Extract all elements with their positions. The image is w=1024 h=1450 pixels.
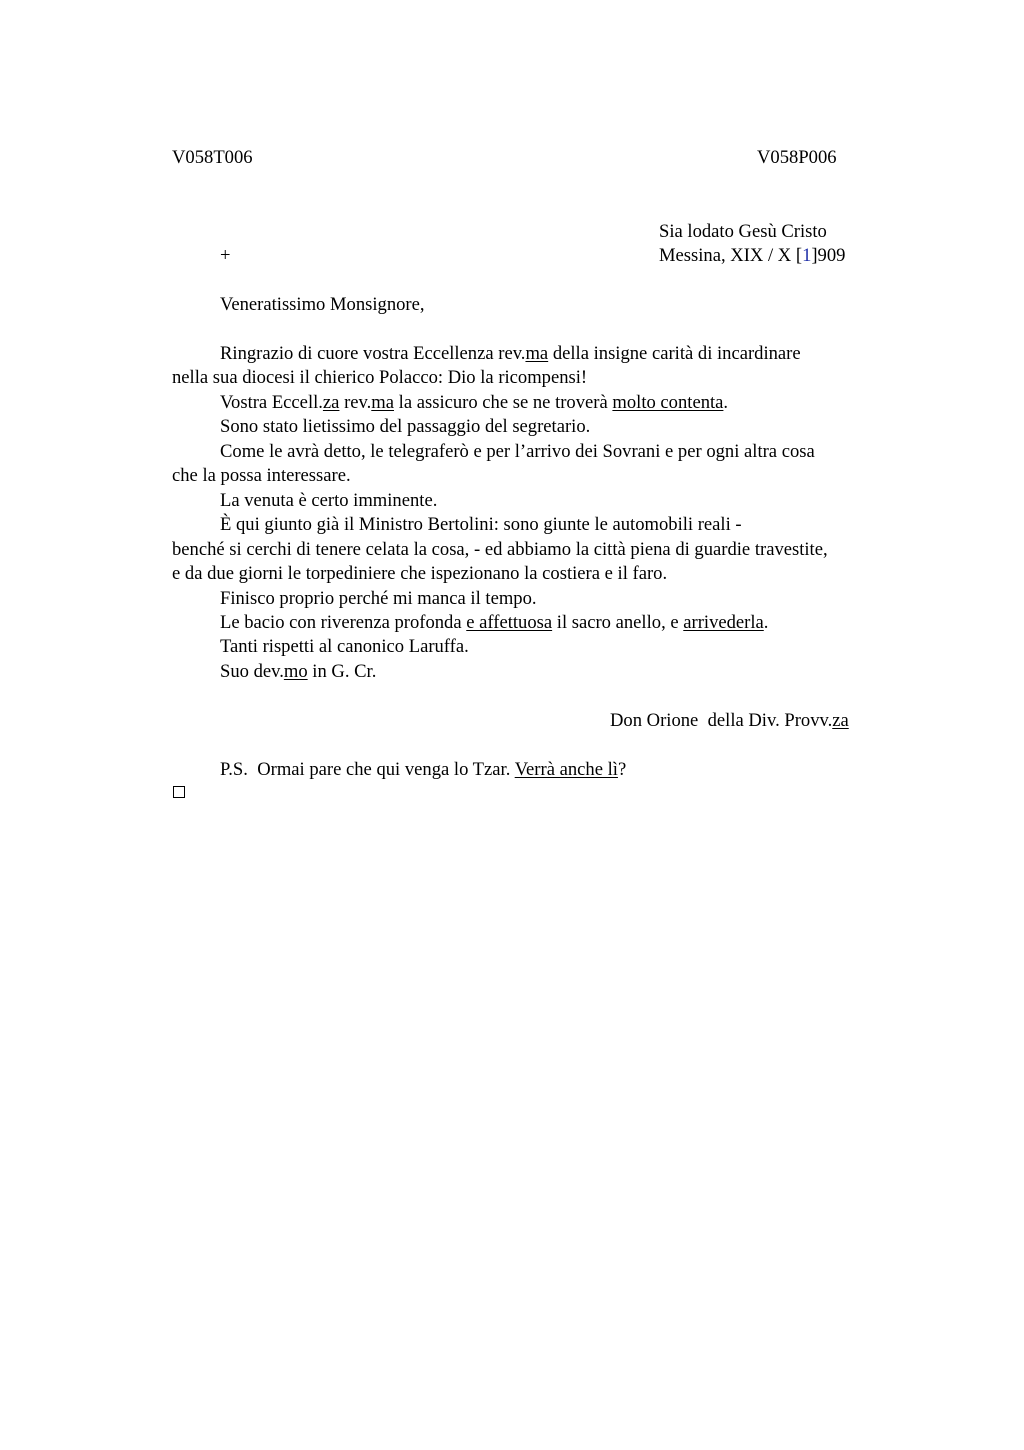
salutation: Veneratissimo Monsignore, — [220, 294, 425, 315]
body-line: Ringrazio di cuore vostra Eccellenza rev.ma della insigne carità di incardinare — [220, 343, 801, 364]
document-code-right: V058P006 — [757, 147, 837, 168]
place-date-bracket-digit: 1 — [802, 245, 812, 266]
body-line: Sono stato lietissimo del passaggio del segretario. — [220, 416, 591, 437]
body-line: Come le avrà detto, le telegraferò e per l’arrivo dei Sovrani e per ogni altra cosa — [220, 441, 815, 462]
place-date-suffix: ]909 — [811, 245, 846, 266]
body-line: Finisco proprio perché mi manca il tempo. — [220, 588, 537, 609]
body-line: Le bacio con riverenza profonda e affettuosa il sacro anello, e arrivederla. — [220, 612, 769, 633]
body-line: che la possa interessare. — [172, 465, 351, 486]
invocation-line: Sia lodato Gesù Cristo — [659, 221, 827, 242]
signature: Don Orione della Div. Provv.za — [610, 710, 849, 731]
end-box-icon — [173, 786, 185, 798]
body-line: Tanti rispetti al canonico Laruffa. — [220, 636, 469, 657]
place-date-prefix: Messina, XIX / X [ — [659, 245, 803, 266]
body-line: Vostra Eccell.za rev.ma la assicuro che se ne troverà molto contenta. — [220, 392, 729, 413]
cross-mark: + — [220, 245, 231, 266]
body-line: e da due giorni le torpediniere che ispezionano la costiera e il faro. — [172, 563, 668, 584]
closing-line: Suo dev.mo in G. Cr. — [220, 661, 377, 682]
place-date-line — [659, 244, 845, 268]
body-line: La venuta è certo imminente. — [220, 490, 438, 511]
body-line: nella sua diocesi il chierico Polacco: Dio la ricompensi! — [172, 367, 588, 388]
body-line: È qui giunto già il Ministro Bertolini: sono giunte le automobili reali - — [220, 514, 742, 535]
body-line: benché si cerchi di tenere celata la cosa, - ed abbiamo la città piena di guardie travestite, — [172, 539, 828, 560]
document-code-left: V058T006 — [172, 147, 253, 168]
postscript: P.S. Ormai pare che qui venga lo Tzar. Verrà anche lì? — [220, 759, 627, 780]
